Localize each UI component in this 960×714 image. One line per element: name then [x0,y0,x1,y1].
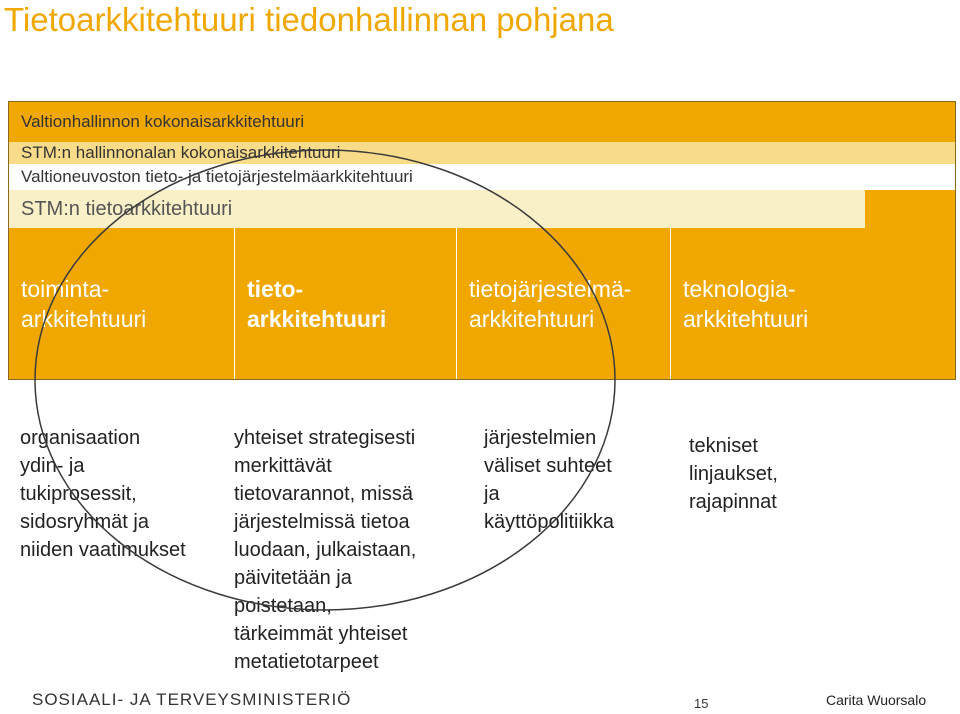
description-line: järjestelmissä tietoa [234,511,410,533]
description-line: linjaukset, [689,463,778,485]
column-teknologia-arkkitehtuuri [671,228,955,379]
band-stm-hallinnonala: STM:n hallinnonalan kokonaisarkkitehtuuri [9,142,955,164]
ministry-logo-text: SOSIAALI- JA TERVEYSMINISTERIÖ [32,690,352,709]
column-label-line2: arkkitehtuuri [683,306,809,332]
description-line: merkittävät [234,455,332,477]
author-name: Carita Wuorsalo [826,692,927,708]
description-line: poistetaan, [234,595,332,617]
column-label-line1: tieto- [247,276,304,302]
page-number: 15 [694,696,709,711]
description-line: väliset suhteet [484,455,612,477]
description-line: organisaation [20,427,141,449]
description-line: tukiprosessit, [20,483,137,505]
architecture-frame [8,101,956,380]
band-valtioneuvosto: Valtioneuvoston tieto- ja tietojärjestelmäarkkitehtuuri [9,164,955,190]
description-toiminta [20,424,186,564]
column-tieto-arkkitehtuuri [235,228,457,379]
description-line: päivitetään ja [234,567,352,589]
page-title: Tietoarkkitehtuuri tiedonhallinnan pohjana [4,1,614,38]
description-line: niiden vaatimukset [20,539,186,561]
description-line: käyttöpolitiikka [484,511,615,533]
description-line: järjestelmien [484,427,597,449]
column-toiminta-arkkitehtuuri [9,228,235,379]
column-label-line2: arkkitehtuuri [247,306,387,332]
description-teknologia [689,432,778,516]
column-tietojarjestelma-arkkitehtuuri [457,228,671,379]
column-label-line1: toiminta- [21,276,110,302]
description-line: ydin- ja [20,455,85,477]
column-label-line1: tietojärjestelmä- [469,276,632,302]
description-line: rajapinnat [689,491,777,513]
description-line: yhteiset strategisesti [234,427,416,449]
description-tieto [234,424,416,676]
description-tietojarjestelma [484,424,614,536]
column-label-line2: arkkitehtuuri [469,306,595,332]
description-line: ja [484,483,500,505]
description-line: metatietotarpeet [234,651,379,673]
description-line: tärkeimmät yhteiset [234,623,408,645]
column-label-line2: arkkitehtuuri [21,306,147,332]
description-line: luodaan, julkaistaan, [234,539,417,561]
description-line: tietovarannot, missä [234,483,413,505]
description-line: sidosryhmät ja [20,511,149,533]
column-label-line1: teknologia- [683,276,796,302]
description-line: tekniset [689,435,758,457]
band-stm-tietoarkkitehtuuri: STM:n tietoarkkitehtuuri [9,190,865,228]
band-valtionhallinto: Valtionhallinnon kokonaisarkkitehtuuri [9,102,955,142]
